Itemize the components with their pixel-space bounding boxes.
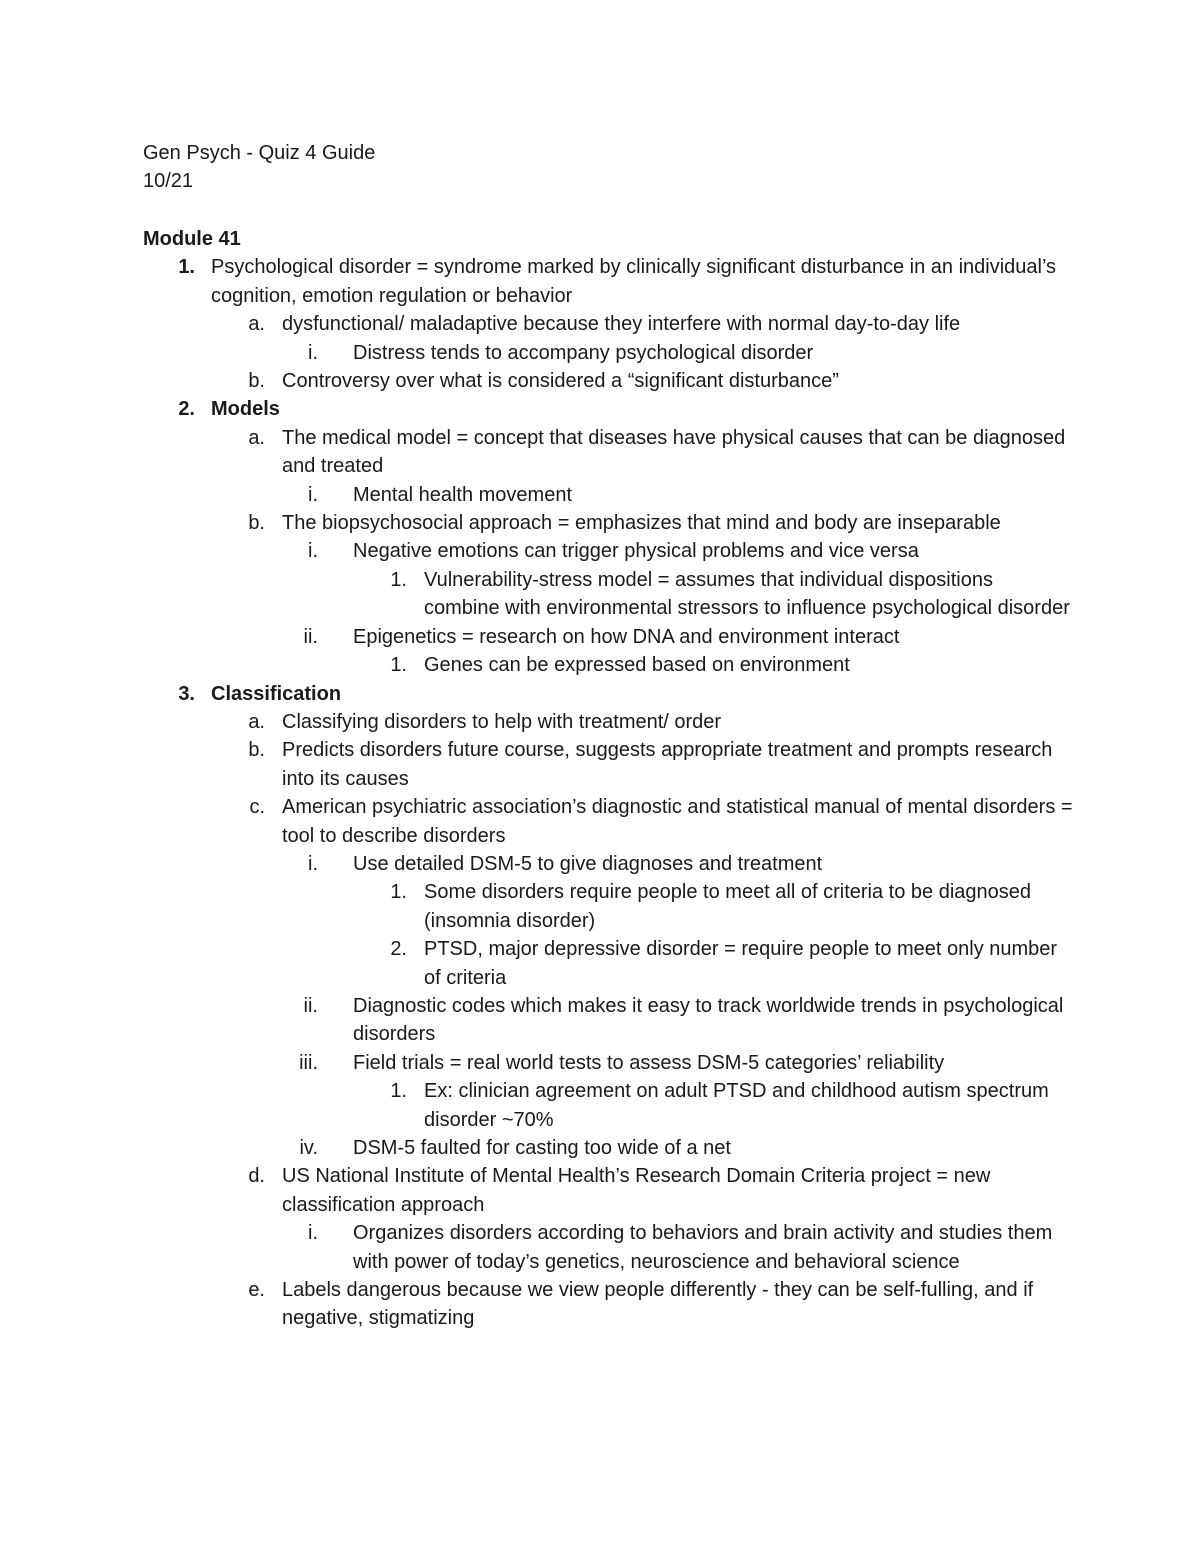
list-item: [282, 1219, 1073, 1276]
list-item: [282, 537, 1073, 565]
list-item: [211, 1162, 1073, 1219]
list-marker: 1.: [390, 568, 407, 591]
list-marker: ii.: [303, 994, 318, 1017]
list-item-text: PTSD, major depressive disorder = require people to meet only number of criteria: [424, 938, 1058, 989]
list-item: [353, 651, 1073, 679]
list-item-text: Some disorders require people to meet all of criteria to be diagnosed (insomnia disorder): [424, 881, 1032, 932]
list-marker: iii.: [299, 1051, 318, 1074]
section-heading: Models: [211, 398, 280, 421]
list-item-text: Distress tends to accompany psychological disorder: [353, 341, 814, 364]
list-item: [211, 736, 1073, 793]
list-marker: i.: [308, 1222, 318, 1245]
list-item-text: US National Institute of Mental Health’s Research Domain Criteria project = new classification approach: [282, 1165, 991, 1216]
list-item: [282, 339, 1073, 367]
list-item: [353, 935, 1073, 992]
list-item-text: Psychological disorder = syndrome marked by clinically significant disturbance in an individual’s cognition, emotion regulation or behavior: [211, 256, 1057, 307]
list-item-text: dysfunctional/ maladaptive because they interfere with normal day-to-day life: [282, 313, 961, 336]
list-marker: 1.: [390, 654, 407, 677]
list-item-text: Classifying disorders to help with treatment/ order: [282, 710, 722, 733]
list-marker: b.: [248, 739, 265, 762]
list-marker: b.: [248, 512, 265, 535]
list-marker: b.: [248, 370, 265, 393]
list-item-text: Epigenetics = research on how DNA and environment interact: [353, 625, 900, 648]
list-item-text: Use detailed DSM-5 to give diagnoses and treatment: [353, 852, 823, 875]
list-item-text: The biopsychosocial approach = emphasizes that mind and body are inseparable: [282, 512, 1001, 535]
list-item: [282, 1049, 1073, 1077]
list-item-text: Controversy over what is considered a “significant disturbance”: [282, 370, 839, 393]
list-item: [353, 566, 1073, 623]
list-item: [143, 395, 1073, 423]
list-item-text: Negative emotions can trigger physical problems and vice versa: [353, 540, 919, 563]
list-marker: i.: [308, 852, 318, 875]
list-item-text: Field trials = real world tests to assess DSM-5 categories’ reliability: [353, 1051, 945, 1074]
list-item: [211, 1276, 1073, 1333]
document-header: [143, 139, 375, 196]
list-marker: a.: [248, 710, 265, 733]
list-item: [353, 878, 1073, 935]
list-item: [211, 367, 1073, 395]
list-item-text: DSM-5 faulted for casting too wide of a net: [353, 1137, 731, 1159]
list-marker: 3.: [178, 682, 195, 705]
list-item: [211, 509, 1073, 537]
outline: [143, 225, 1073, 1333]
list-item-text: Vulnerability-stress model = assumes that individual dispositions combine with environmental stressors to influence psychological disorder: [424, 568, 1070, 620]
list-marker: 2.: [390, 938, 407, 961]
section-heading: Classification: [211, 682, 342, 705]
list-item: [211, 310, 1073, 338]
list-item: [211, 424, 1073, 481]
document-date: 10/21: [143, 170, 194, 193]
list-marker: 1.: [178, 256, 195, 279]
list-item: [282, 623, 1073, 651]
list-item-text: Diagnostic codes which makes it easy to track worldwide trends in psychological disorders: [353, 994, 1064, 1046]
list-marker: i.: [308, 341, 318, 364]
list-marker: i.: [308, 483, 318, 506]
list-item-text: Mental health movement: [353, 483, 573, 506]
list-marker: c.: [249, 796, 265, 819]
list-marker: iv.: [299, 1137, 318, 1159]
list-marker: a.: [248, 426, 265, 449]
list-item-text: American psychiatric association’s diagnostic and statistical manual of mental disorders = tool to describe disorders: [282, 796, 1073, 847]
list-item: [282, 481, 1073, 509]
list-item: [282, 1134, 1073, 1162]
list-item-text: Predicts disorders future course, suggests appropriate treatment and prompts research into its causes: [282, 739, 1053, 790]
list-item-text: The medical model = concept that diseases have physical causes that can be diagnosed and treated: [282, 426, 1066, 478]
list-item: [353, 1077, 1073, 1134]
list-item: [282, 850, 1073, 878]
list-item: [211, 708, 1073, 736]
list-item: [143, 680, 1073, 708]
list-marker: d.: [248, 1165, 265, 1188]
list-marker: e.: [248, 1279, 265, 1302]
list-marker: 1.: [390, 881, 407, 904]
list-item: [282, 992, 1073, 1049]
list-item: [211, 793, 1073, 850]
list-item-text: Ex: clinician agreement on adult PTSD and childhood autism spectrum disorder ~70%: [424, 1080, 1049, 1131]
list-item-text: Labels dangerous because we view people differently - they can be self-fulling, and if negative, stigmatizing: [282, 1279, 1034, 1330]
list-marker: ii.: [303, 625, 318, 648]
list-item: [143, 253, 1073, 310]
list-marker: i.: [308, 540, 318, 563]
list-item-text: Organizes disorders according to behaviors and brain activity and studies them with power of today’s genetics, neuroscience and behavioral science: [353, 1222, 1053, 1273]
list-item-text: Genes can be expressed based on environment: [424, 654, 850, 677]
list-marker: a.: [248, 313, 265, 336]
module-heading: Module 41: [143, 228, 241, 250]
document-title: Gen Psych - Quiz 4 Guide: [143, 142, 376, 164]
list-marker: 1.: [390, 1080, 407, 1103]
list-marker: 2.: [178, 398, 195, 421]
